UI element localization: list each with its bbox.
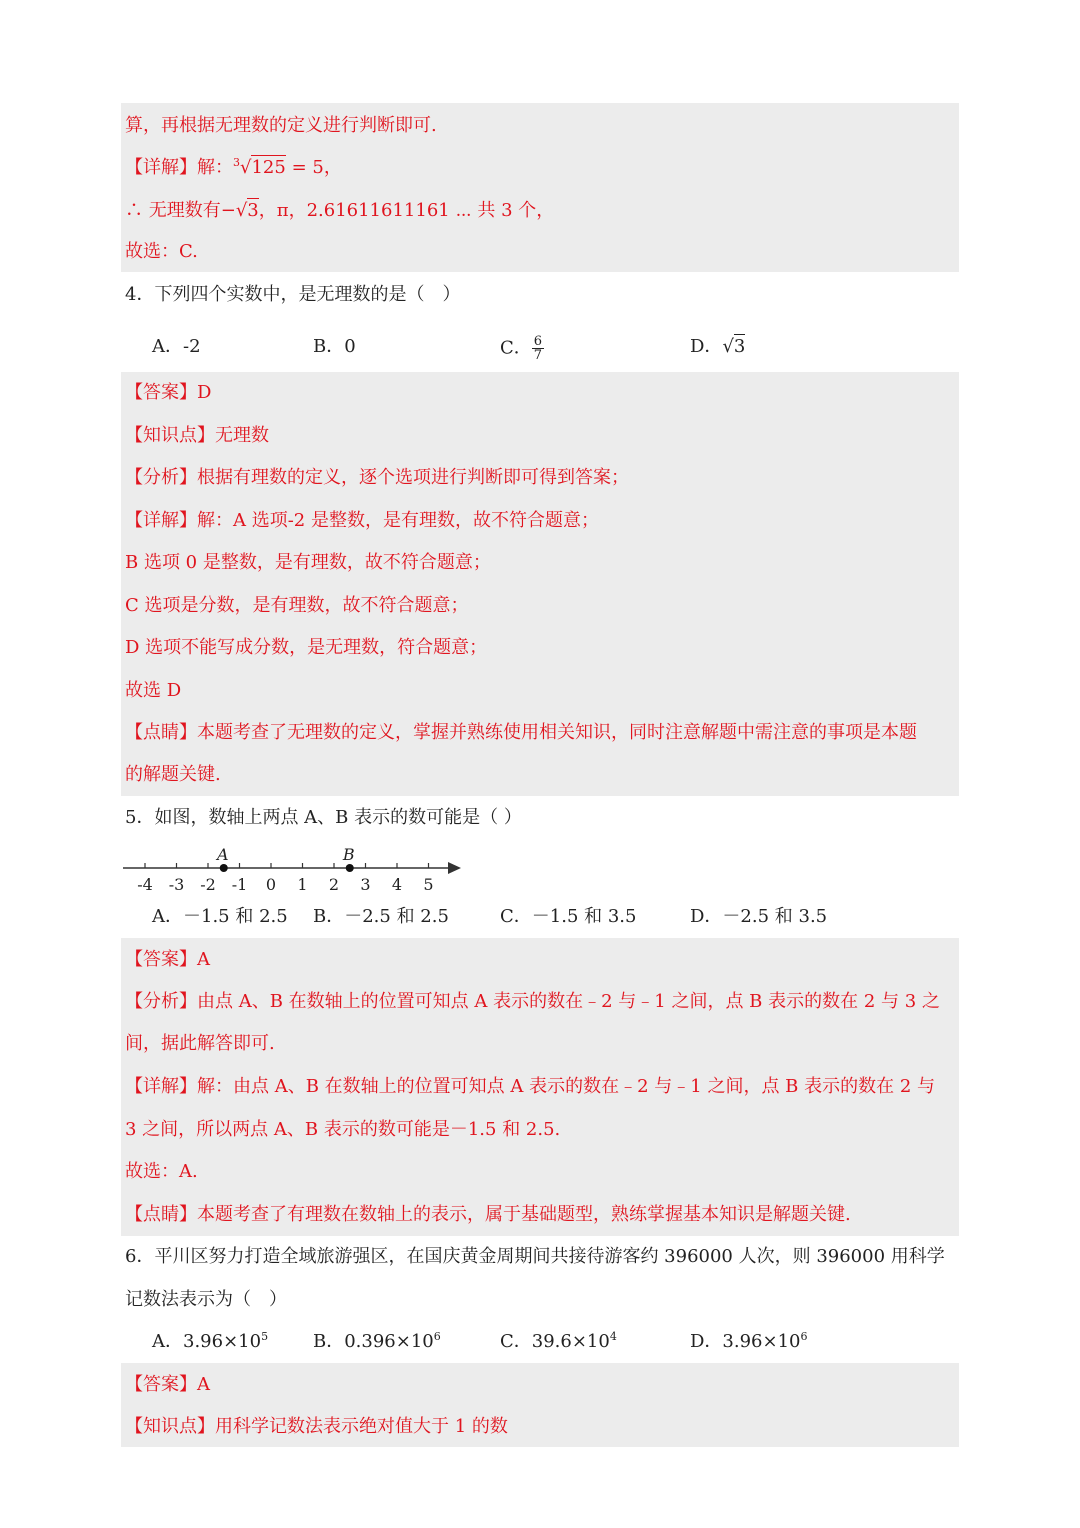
- q6-option-a: A．$3.96\times 10^5$: [152, 1330, 269, 1352]
- q6-stem: 6．平川区努力打造全域旅游强区，在国庆黄金周期间共接待游客约 396000 人次，则 396000 用科学: [125, 1246, 945, 1267]
- sqrt-symbol: √: [240, 157, 252, 178]
- q5-answer: 【答案】A: [125, 949, 210, 970]
- q4-option-a: A．-2: [152, 336, 201, 357]
- q3-solution-line: 算，再根据无理数的定义进行判断即可.: [125, 115, 437, 136]
- q4-option-d: D．√3: [690, 336, 746, 357]
- q4-comment: 【点睛】本题考查了无理数的定义，掌握并熟练使用相关知识，同时注意解题中需注意的事项是本题: [125, 722, 917, 743]
- root-index: 3: [233, 156, 240, 169]
- q3-detail-line: 【详解】解：$^3$√125 = 5，: [125, 156, 342, 178]
- q5-option-b: B．－2.5 和 2.5: [313, 906, 449, 927]
- q4-detail-d: D 选项不能写成分数，是无理数，符合题意；: [125, 637, 488, 658]
- q4-analysis: 【分析】根据有理数的定义，逐个选项进行判断即可得到答案；: [125, 467, 629, 488]
- number-line-tick-label: 3: [360, 875, 371, 894]
- q5-option-d: D．－2.5 和 3.5: [690, 906, 828, 927]
- point-a: [220, 864, 228, 872]
- q3-irrational-list: ∴ 无理数有−√3，π，2.61611611161 ⋯ 共 3 个，: [125, 200, 555, 221]
- q5-stem: 5．如图，数轴上两点 A、B 表示的数可能是（ ）: [125, 807, 522, 828]
- q4-detail-b: B 选项 0 是整数，是有理数，故不符合题意；: [125, 552, 491, 573]
- q5-analysis-cont: 间，据此解答即可.: [125, 1033, 275, 1054]
- number-line-tick-label: 4: [391, 875, 403, 894]
- number-line-tick-label: 1: [297, 875, 308, 894]
- arrow-icon: [448, 862, 461, 874]
- q5-option-a: A．－1.5 和 2.5: [152, 906, 288, 927]
- q6-option-c: C．$39.6\times 10^4$: [500, 1330, 617, 1352]
- q5-option-c: C．－1.5 和 3.5: [500, 906, 637, 927]
- q6-knowledge-point: 【知识点】用科学记数法表示绝对值大于 1 的数: [125, 1416, 508, 1437]
- number-line-tick-label: 5: [423, 875, 434, 894]
- q4-answer: 【答案】D: [125, 382, 212, 403]
- q4-option-b: B．0: [313, 336, 356, 357]
- q5-comment: 【点睛】本题考查了有理数在数轴上的表示，属于基础题型，熟练掌握基本知识是解题关键.: [125, 1204, 851, 1225]
- q4-detail: 【详解】解：A 选项-2 是整数，是有理数，故不符合题意；: [125, 510, 599, 531]
- q4-detail-c: C 选项是分数，是有理数，故不符合题意；: [125, 595, 469, 616]
- q6-option-d: D．$3.96\times 10^6$: [690, 1330, 808, 1352]
- sqrt-symbol: √: [722, 336, 734, 357]
- q6-stem-cont: 记数法表示为（ ）: [125, 1289, 287, 1310]
- fraction: $\frac{6}{7}$: [533, 334, 543, 363]
- q6-answer: 【答案】A: [125, 1374, 210, 1395]
- q4-knowledge-point: 【知识点】无理数: [125, 425, 269, 446]
- q4-option-c: C． $\frac{6}{7}$: [500, 334, 543, 363]
- q4-stem: 4．下列四个实数中，是无理数的是（ ）: [125, 284, 461, 305]
- number-line-tick-label: -3: [168, 875, 185, 894]
- sqrt-symbol: √: [235, 200, 248, 221]
- radicand: 125: [251, 157, 286, 178]
- q3-choice: 故选：C.: [125, 241, 198, 262]
- q4-choice: 故选 D: [125, 680, 182, 701]
- number-line-tick-label: -1: [231, 875, 248, 894]
- q4-comment-cont: 的解题关键.: [125, 764, 221, 785]
- number-line-tick-label: 0: [265, 875, 277, 894]
- detail-tag: 【详解】: [125, 157, 197, 178]
- point-b-label: B: [342, 845, 355, 864]
- number-line: [121, 840, 466, 896]
- q6-option-b: B．$0.396\times 10^6$: [313, 1330, 441, 1352]
- number-line-tick-label: -2: [200, 875, 216, 894]
- number-line-tick-label: 2: [328, 875, 340, 894]
- q5-detail: 【详解】解：由点 A、B 在数轴上的位置可知点 A 表示的数在﹣2 与﹣1 之间，点 B 表示的数在 2 与: [125, 1076, 936, 1097]
- number-line-tick-label: -4: [137, 875, 153, 894]
- point-b: [346, 864, 354, 872]
- point-a-label: A: [216, 845, 229, 864]
- q5-analysis: 【分析】由点 A、B 在数轴上的位置可知点 A 表示的数在﹣2 与﹣1 之间，点 B 表示的数在 2 与 3 之: [125, 991, 940, 1012]
- q5-choice: 故选：A.: [125, 1161, 198, 1182]
- q5-detail-cont: 3 之间，所以两点 A、B 表示的数可能是－1.5 和 2.5.: [125, 1119, 561, 1140]
